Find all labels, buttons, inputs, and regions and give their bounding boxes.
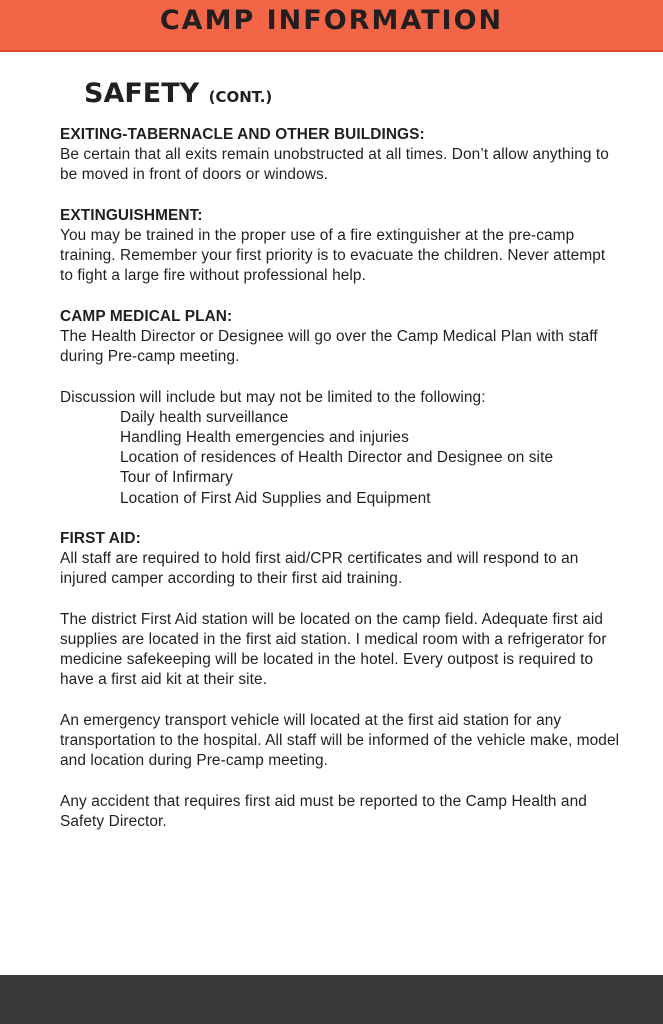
list-item: Daily health surveillance — [120, 408, 289, 426]
first-aid-paragraph: Any accident that requires first aid must be reported to the Camp Health and Safety Director. — [60, 792, 587, 830]
exiting-section — [60, 125, 620, 186]
medical-plan-section — [60, 307, 620, 368]
first-aid-paragraph: The district First Aid station will be located on the camp field. Adequate first aid supplies are located in the first aid station. I medical room with a refrigerator for medicine safekeeping will be located in the hotel. Every outpost is required to have a first aid kit at their site. — [60, 610, 607, 689]
extinguishment-section — [60, 206, 620, 287]
list-item: Location of residences of Health Director and Designee on site — [120, 449, 554, 467]
section-title — [84, 78, 272, 109]
extinguishment-text: You may be trained in the proper use of a fire extinguisher at the pre-camp training. Remember your first priority is to evacuate the children. Never attempt to fight a large fire without professional help. — [60, 227, 606, 285]
header-bar — [0, 0, 663, 52]
list-item: Handling Health emergencies and injuries — [120, 429, 409, 446]
document-body — [60, 125, 620, 852]
section-title-suffix: (CONT.) — [208, 88, 273, 106]
first-aid-paragraph: An emergency transport vehicle will located at the first aid station for any transportation to the hospital. All staff will be informed of the vehicle make, model and location during Pre-camp meeting. — [60, 711, 620, 770]
exiting-heading: EXITING-TABERNACLE AND OTHER BUILDINGS: — [60, 126, 425, 143]
section-title-text: SAFETY — [84, 78, 200, 109]
page-title: CAMP INFORMATION — [159, 5, 504, 36]
list-item: Location of First Aid Supplies and Equipment — [120, 489, 431, 507]
medical-plan-text: The Health Director or Designee will go over the Camp Medical Plan with staff during Pre-camp meeting. — [60, 328, 598, 366]
first-aid-heading: FIRST AID: — [60, 530, 141, 547]
discussion-list — [60, 408, 620, 509]
first-aid-paragraph: All staff are required to hold first aid/CPR certificates and will respond to an injured camper according to their first aid training. — [60, 550, 579, 588]
medical-plan-heading: CAMP MEDICAL PLAN: — [60, 307, 233, 325]
discussion-intro: Discussion will include but may not be limited to the following: — [60, 388, 486, 406]
first-aid-section — [60, 529, 620, 590]
exiting-text: Be certain that all exits remain unobstructed at all times. Don’t allow anything to be moved in front of doors or windows. — [60, 146, 609, 184]
list-item: Tour of Infirmary — [120, 469, 233, 487]
extinguishment-heading: EXTINGUISHMENT: — [60, 206, 203, 224]
footer-bar — [0, 975, 663, 1024]
